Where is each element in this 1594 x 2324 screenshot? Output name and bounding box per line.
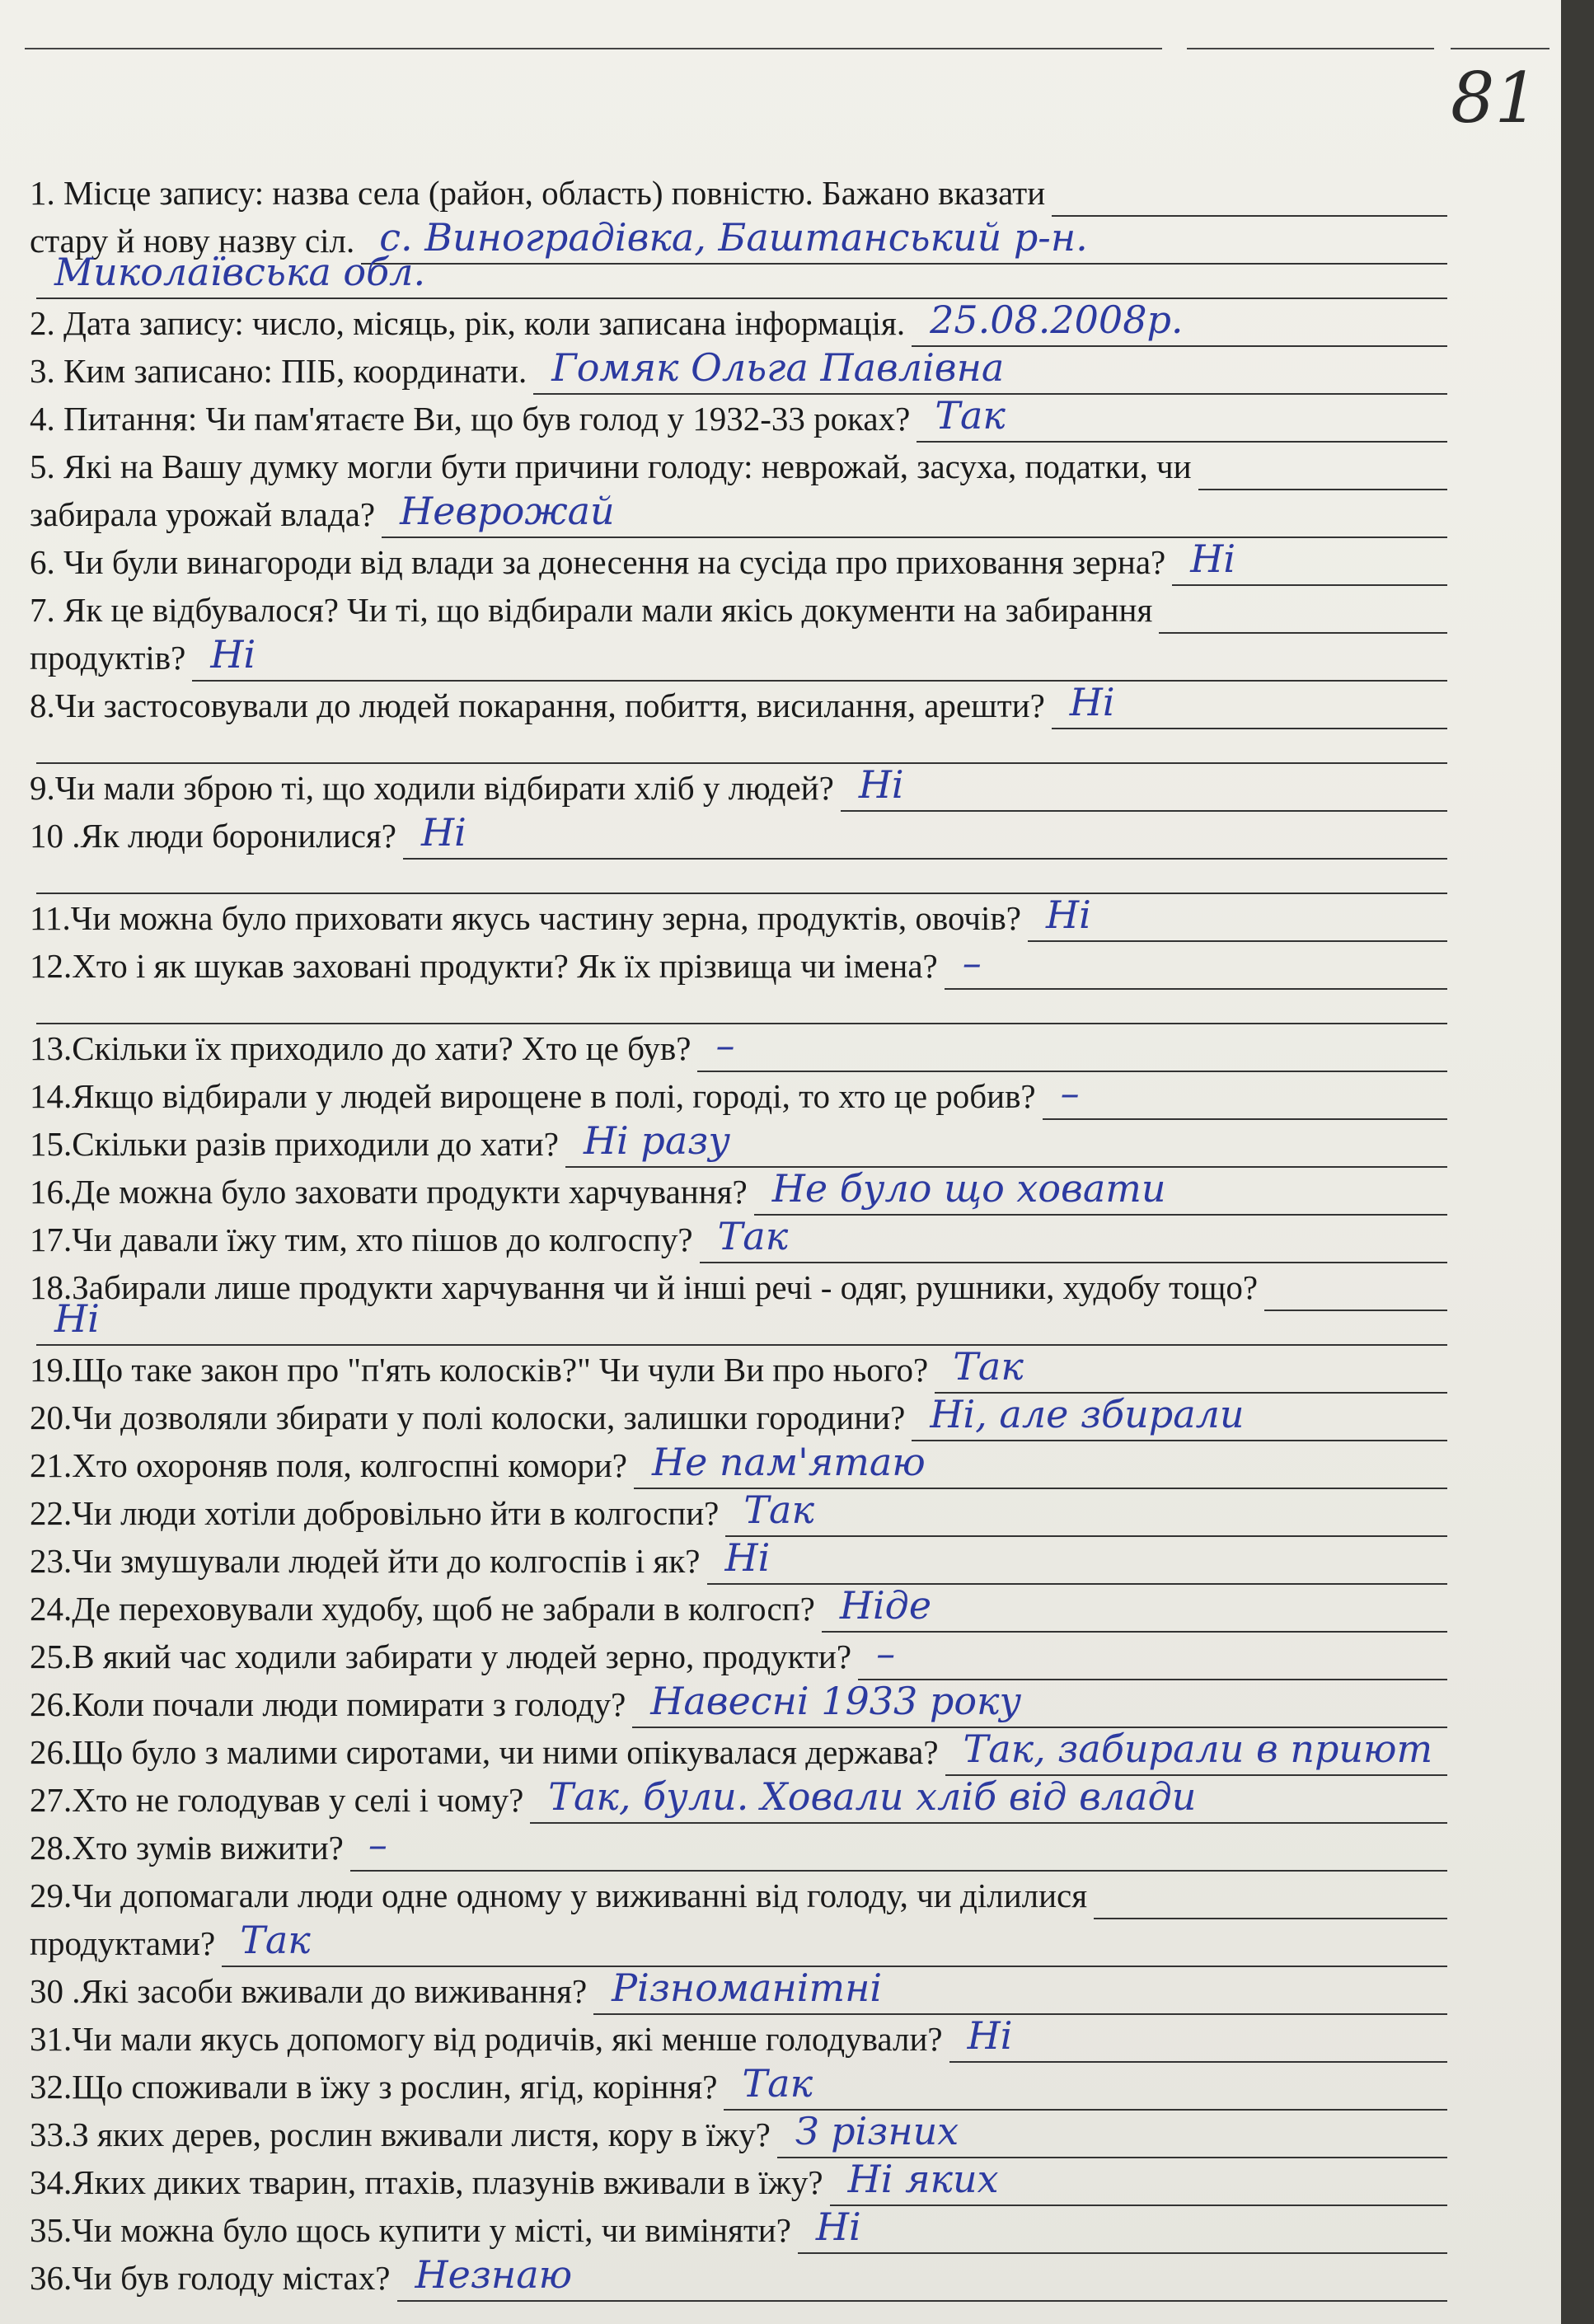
question-text: 24.Де переховували худобу, щоб не забрали в колгосп? [30,1590,815,1628]
answer-line[interactable] [822,1583,1447,1633]
answer-line[interactable] [1052,182,1447,217]
handwritten-answer: – [368,1822,387,1867]
answer-line[interactable] [634,1440,1447,1489]
handwritten-answer: Ні [1046,893,1091,937]
handwritten-answer: Ніде [839,1583,932,1628]
question-row [30,1872,1447,1919]
question-text: 7. Як це відбувалося? Чи ті, що відбирали мали якісь документи на забирання [30,591,1153,629]
answer-line[interactable] [1172,536,1447,586]
question-row [30,1394,1447,1441]
question-row [30,2158,1447,2206]
handwritten-answer: Ні [420,810,466,855]
page-number: 81 [1451,58,1539,138]
question-row [30,1072,1447,1120]
answer-line[interactable] [777,2109,1447,2158]
handwritten-answer: Ні [858,762,904,807]
question-row [30,395,1447,443]
question-text: 30 .Які засоби вживали до виживання? [30,1972,588,2010]
handwritten-answer: Незнаю [415,2252,573,2297]
handwritten-answer: Неврожай [400,489,615,533]
question-row [30,1120,1447,1168]
question-text: 21.Хто охороняв поля, колгоспні комори? [30,1446,627,1484]
question-text: 25.В який час ходили забирати у людей зерно, продукти? [30,1638,852,1675]
question-row [30,347,1447,395]
answer-line[interactable] [945,940,1447,990]
handwritten-answer: Різноманітні [612,1966,883,2010]
answer-line[interactable] [935,1344,1447,1394]
question-text: 29.Чи допомагали люди одне одному у виживанні від голоду, чи ділилися [30,1877,1088,1914]
handwritten-answer: Так [717,1214,789,1258]
question-text: 11.Чи можна було приховати якусь частину зерна, продуктів, овочів? [30,899,1021,937]
question-text: 3. Ким записано: ПІБ, координати. [30,352,527,390]
answer-line[interactable] [1043,1071,1447,1120]
handwritten-answer: Ні [967,2013,1013,2058]
question-row [30,586,1447,634]
answer-line[interactable] [912,1392,1447,1441]
question-row [30,1024,1447,1072]
answer-line[interactable] [36,1296,1447,1346]
handwritten-answer: Ні [724,1535,771,1580]
question-text: 13.Скільки їх приходило до хати? Хто це був? [30,1029,692,1067]
question-text: 34.Яких диких тварин, птахів, плазунів вживали в їжу? [30,2163,823,2201]
answer-line[interactable] [36,990,1447,1024]
question-row [30,1919,1447,1967]
question-text: 35.Чи можна було щось купити у місті, чи виміняти? [30,2211,791,2249]
question-row [30,2206,1447,2254]
question-row [30,1168,1447,1216]
question-row [30,1967,1447,2015]
question-text: 17.Чи давали їжу тим, хто пішов до колгоспу? [30,1221,693,1258]
question-row [30,1441,1447,1489]
question-text: 31.Чи мали якусь допомогу від родичів, які менше голодували? [30,2020,943,2058]
question-text: 22.Чи люди хотіли добровільно йти в колгоспи? [30,1494,720,1532]
question-row [30,1263,1447,1311]
question-text: забирала урожай влада? [30,495,376,533]
answer-line[interactable] [700,1214,1447,1263]
question-text: 20.Чи дозволяли збирати у полі колоски, залишки городини? [30,1399,906,1436]
handwritten-answer: Ні [1069,680,1115,724]
question-row [30,1296,1447,1346]
handwritten-answer: – [876,1631,896,1675]
handwritten-answer: Не пам'ятаю [651,1440,926,1484]
handwritten-answer: Так, забирали в приют [963,1727,1433,1771]
answer-line[interactable] [593,1966,1447,2015]
question-row [30,490,1447,538]
handwritten-answer: Ні [54,1296,100,1341]
answer-line[interactable] [36,860,1447,894]
question-text: 5. Які на Вашу думку могли бути причини голоду: неврожай, засуха, податки, чи [30,447,1192,485]
answer-line[interactable] [697,1023,1447,1072]
question-text: 14.Якщо відбирали у людей вирощене в полі, городі, то хто це робив? [30,1077,1036,1115]
answer-line[interactable] [361,215,1447,265]
answer-line[interactable] [1264,1277,1447,1311]
question-text: 2. Дата запису: число, місяць, рік, коли записана інформація. [30,304,906,342]
answer-line[interactable] [632,1679,1447,1728]
answer-line[interactable] [530,1774,1447,1824]
question-text: 33.З яких дерев, рослин вживали листя, кору в їжу? [30,2115,771,2153]
answer-line[interactable] [565,1118,1447,1168]
question-text: продуктами? [30,1924,216,1962]
question-row [30,682,1447,729]
question-text: 23.Чи змушували людей йти до колгоспів і як? [30,1542,701,1580]
question-text: стару й нову назву сіл. [30,222,355,260]
question-row [30,2015,1447,2063]
question-row [30,250,1447,299]
answer-line[interactable] [36,250,1447,299]
question-row [30,1633,1447,1680]
answer-line[interactable] [841,762,1447,812]
question-text: 10 .Як люди боронилися? [30,817,396,855]
question-row [30,1489,1447,1537]
answer-line[interactable] [917,393,1447,443]
answer-line[interactable] [350,1822,1447,1872]
question-row [30,2254,1447,2302]
question-row [30,764,1447,812]
question-text: 9.Чи мали зброю ті, що ходили відбирати хліб у людей? [30,769,834,807]
question-row [30,860,1447,894]
question-text: 12.Хто і як шукав заховані продукти? Як їх прізвища чи імена? [30,947,938,985]
answer-line[interactable] [1028,893,1447,942]
question-text: 16.Де можна було заховати продукти харчування? [30,1173,748,1211]
handwritten-answer: Ні яких [847,2157,999,2201]
handwritten-answer: Ні [815,2205,861,2249]
handwritten-answer: Ні, але збирали [930,1392,1245,1436]
handwritten-answer: Так [240,1918,311,1962]
question-text: продуктів? [30,639,186,677]
answer-line[interactable] [949,2013,1447,2063]
handwritten-answer: Ні разу [583,1118,731,1163]
question-row [30,729,1447,764]
answer-line[interactable] [912,298,1447,347]
question-row [30,1585,1447,1633]
question-row [30,1216,1447,1263]
answer-line[interactable] [1159,599,1447,634]
answer-line[interactable] [382,489,1447,538]
question-list [30,169,1447,2302]
answer-line[interactable] [1052,680,1447,729]
question-row [30,2063,1447,2111]
answer-line[interactable] [754,1166,1447,1216]
question-text: 6. Чи були винагороди від влади за донесення на сусіда про приховання зерна? [30,543,1166,581]
handwritten-answer: Не було що ховати [771,1166,1166,1211]
handwritten-answer: Миколаївська обл. [54,250,426,294]
question-row [30,942,1447,990]
question-text: 26.Що було з малими сиротами, чи ними опікувалася держава? [30,1733,939,1771]
answer-line[interactable] [707,1535,1448,1585]
top-rule [1451,48,1549,49]
handwritten-answer: Ні [210,632,256,677]
answer-line[interactable] [724,2061,1447,2111]
question-row [30,2111,1447,2158]
question-row [30,1776,1447,1824]
question-row [30,812,1447,860]
top-rule [1187,48,1434,49]
question-row [30,894,1447,942]
page-edge-shadow [1561,0,1594,2324]
question-text: 27.Хто не голодував у селі і чому? [30,1781,524,1819]
question-text: 19.Що таке закон про "п'ять колосків?" Чи чули Ви про нього? [30,1351,929,1389]
question-text: 1. Місце запису: назва села (район, область) повністю. Бажано вказати [30,174,1046,212]
handwritten-answer: Так [953,1344,1024,1389]
answer-line[interactable] [533,345,1447,395]
answer-line[interactable] [858,1631,1447,1680]
handwritten-answer: Ні [1190,536,1236,581]
handwritten-answer: Так [743,1488,814,1532]
question-row [30,1680,1447,1728]
handwritten-answer: Так [742,2061,813,2106]
handwritten-answer: Так [935,393,1006,438]
answer-line[interactable] [798,2205,1447,2254]
question-row [30,299,1447,347]
question-row [30,1728,1447,1776]
question-text: 32.Що споживали в їжу з рослин, ягід, коріння? [30,2068,718,2106]
question-row [30,538,1447,586]
handwritten-answer: Гомяк Ольга Павлівна [551,345,1005,390]
question-row [30,169,1447,217]
handwritten-answer: с. Виноградівка, Баштанський р-н. [379,215,1088,260]
answer-line[interactable] [192,632,1447,682]
answer-line[interactable] [830,2157,1447,2206]
question-row [30,1346,1447,1394]
answer-line[interactable] [222,1918,1447,1967]
handwritten-answer: Так, були. Ховали хліб від влади [548,1774,1197,1819]
question-row [30,1824,1447,1872]
question-row [30,634,1447,682]
question-text: 4. Питання: Чи пам'ятаєте Ви, що був голод у 1932-33 роках? [30,400,911,438]
question-row [30,990,1447,1024]
question-row [30,443,1447,490]
question-text: 8.Чи застосовували до людей покарання, побиття, висилання, арешти? [30,686,1045,724]
handwritten-answer: – [715,1023,735,1067]
handwritten-answer: – [1060,1071,1080,1115]
question-text: 36.Чи був голоду містах? [30,2259,391,2297]
handwritten-answer: З різних [795,2109,959,2153]
top-rule [25,48,1162,49]
answer-line[interactable] [725,1488,1447,1537]
answer-line[interactable] [403,810,1447,860]
handwritten-answer: 25.08.2008р. [930,298,1184,342]
answer-line[interactable] [1094,1885,1447,1919]
question-row [30,1537,1447,1585]
answer-line[interactable] [1198,456,1447,490]
answer-line[interactable] [397,2252,1448,2302]
question-text: 26.Коли почали люди помирати з голоду? [30,1685,626,1723]
handwritten-answer: – [962,940,982,985]
question-text: 18.Забирали лише продукти харчування чи й інші речі - одяг, рушники, худобу тощо? [30,1268,1259,1306]
question-text: 15.Скільки разів приходили до хати? [30,1125,559,1163]
handwritten-answer: Навесні 1933 року [650,1679,1022,1723]
answer-line[interactable] [945,1727,1447,1776]
question-text: 28.Хто зумів вижити? [30,1829,344,1867]
answer-line[interactable] [36,729,1447,764]
